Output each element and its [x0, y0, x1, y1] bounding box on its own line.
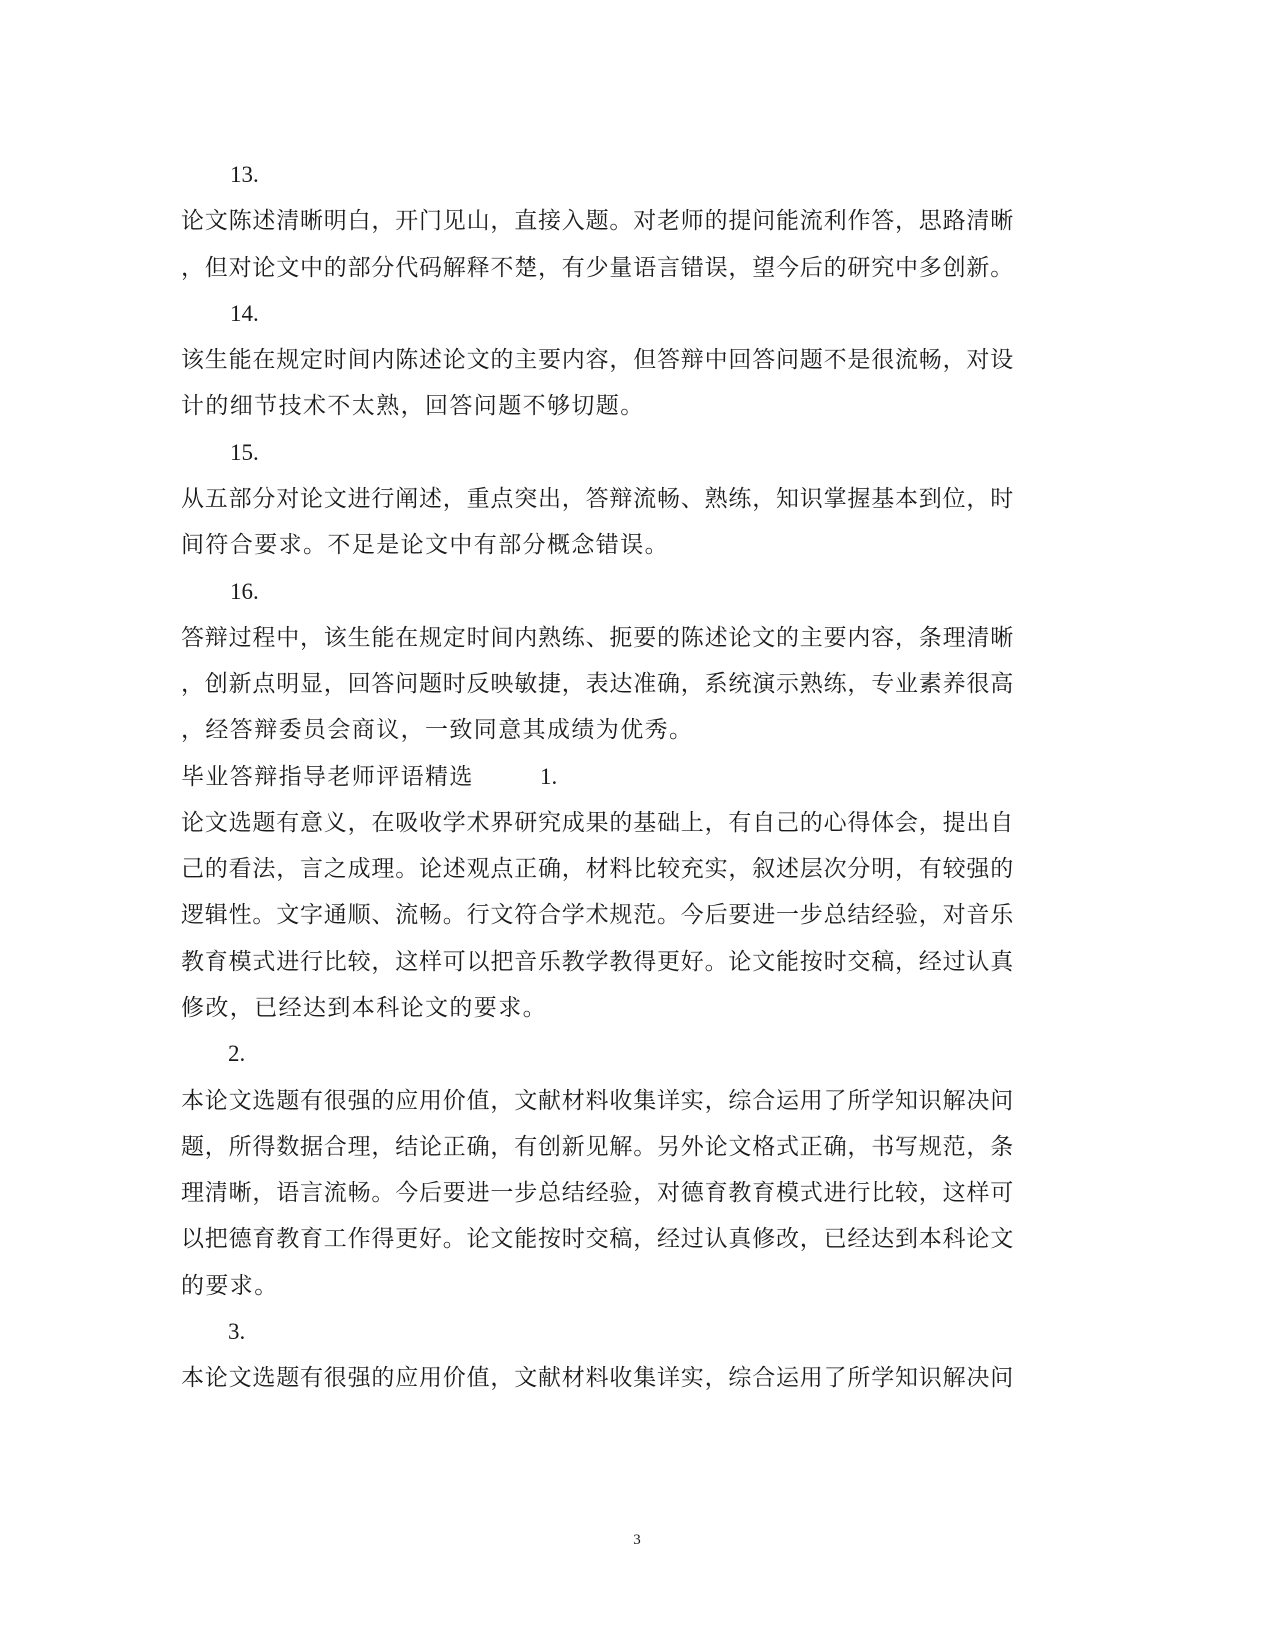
item-number: 14. [230, 301, 259, 326]
paragraph-line: 本论文选题有很强的应用价值，文献材料收集详实，综合运用了所学知识解决问 [181, 1365, 1014, 1391]
paragraph-line: 答辩过程中，该生能在规定时间内熟练、扼要的陈述论文的主要内容，条理清晰 [181, 625, 1014, 651]
item-number: 1. [540, 764, 558, 789]
paragraph-line: 论文陈述清晰明白，开门见山，直接入题。对老师的提问能流利作答，思路清晰 [181, 208, 1014, 234]
paragraph-line: 从五部分对论文进行阐述，重点突出，答辩流畅、熟练，知识掌握基本到位，时 [181, 486, 1014, 512]
paragraph-line: 修改，已经达到本科论文的要求。 [181, 995, 547, 1021]
paragraph-line: 教育模式进行比较，这样可以把音乐教学教得更好。论文能按时交稿，经过认真 [181, 949, 1014, 975]
paragraph-line: 的要求。 [181, 1273, 279, 1299]
paragraph-line: ，但对论文中的部分代码解释不楚，有少量语言错误，望今后的研究中多创新。 [181, 255, 1014, 281]
paragraph-line: 计的细节技术不太熟，回答问题不够切题。 [181, 393, 645, 419]
page-number: 3 [633, 1532, 641, 1548]
paragraph-line: 己的看法，言之成理。论述观点正确，材料比较充实，叙述层次分明，有较强的 [181, 856, 1014, 882]
paragraph-line: 题，所得数据合理，结论正确，有创新见解。另外论文格式正确，书写规范，条 [181, 1134, 1014, 1160]
item-number: 13. [230, 162, 259, 187]
paragraph-line: 该生能在规定时间内陈述论文的主要内容，但答辩中回答问题不是很流畅，对设 [181, 347, 1014, 373]
paragraph-line: 本论文选题有很强的应用价值，文献材料收集详实，综合运用了所学知识解决问 [181, 1088, 1014, 1114]
paragraph-line: 理清晰，语言流畅。今后要进一步总结经验，对德育教育模式进行比较，这样可 [181, 1180, 1014, 1206]
paragraph-line: ，创新点明显，回答问题时反映敏捷，表达准确，系统演示熟练，专业素养很高 [181, 671, 1014, 697]
item-number: 2. [228, 1041, 246, 1066]
paragraph-line: 论文选题有意义，在吸收学术界研究成果的基础上，有自己的心得体会，提出自 [181, 810, 1014, 836]
paragraph-line: 以把德育教育工作得更好。论文能按时交稿，经过认真修改，已经达到本科论文 [181, 1226, 1014, 1252]
item-number: 3. [228, 1319, 246, 1344]
paragraph-line: ，经答辩委员会商议，一致同意其成绩为优秀。 [181, 717, 694, 743]
section-heading: 毕业答辩指导老师评语精选 [181, 764, 474, 790]
paragraph-line: 间符合要求。不足是论文中有部分概念错误。 [181, 532, 669, 558]
item-number: 15. [230, 440, 259, 465]
item-number: 16. [230, 579, 259, 604]
paragraph-line: 逻辑性。文字通顺、流畅。行文符合学术规范。今后要进一步总结经验，对音乐 [181, 902, 1014, 928]
